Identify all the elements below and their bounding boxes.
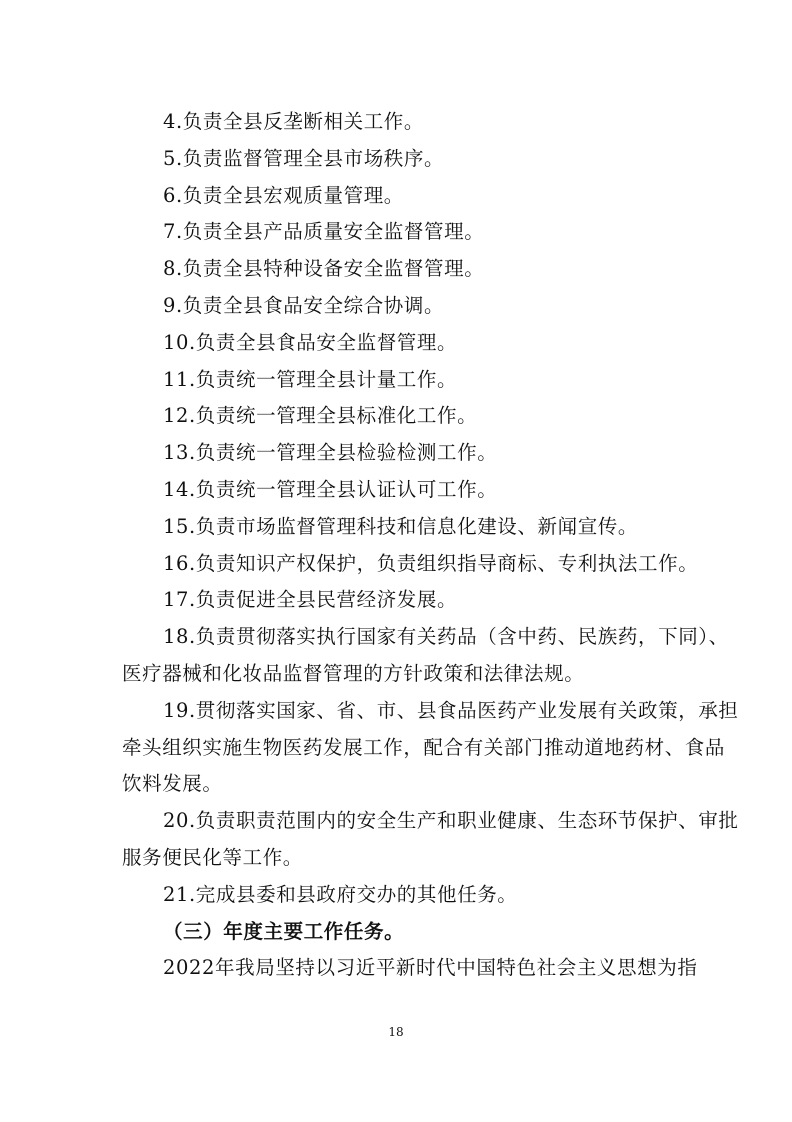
paragraph-item-4: 4.负责全县反垄断相关工作。 [163, 110, 425, 133]
paragraph-item-21: 21.完成县委和县政府交办的其他任务。 [163, 882, 518, 906]
paragraph-item-20: 20.负责职责范围内的安全生产和职业健康、生态环节保护、审批服务便民化等工作。 [122, 809, 739, 869]
page-body [122, 104, 742, 987]
paragraph-item-10: 10.负责全县食品安全监督管理。 [163, 330, 458, 354]
paragraph-item-16: 16.负责知识产权保护，负责组织指导商标、专利执法工作。 [163, 551, 699, 575]
paragraph-item-13: 13.负责统一管理全县检验检测工作。 [163, 441, 498, 465]
paragraph-item-19: 19.贯彻落实国家、省、市、县食品医药产业发展有关政策，承担牵头组织实施生物医药发展工作，配合有关部门推动道地药材、食品饮料发展。 [122, 698, 739, 796]
page-number: 18 [388, 1025, 404, 1039]
paragraph-item-8: 8.负责全县特种设备安全监督管理。 [163, 257, 485, 281]
paragraph-item-11: 11.负责统一管理全县计量工作。 [163, 367, 458, 391]
paragraph-item-7: 7.负责全县产品质量安全监督管理。 [163, 220, 485, 244]
paragraph-item-18: 18.负责贯彻落实执行国家有关药品（含中药、民族药，下同）、医疗器械和化妆品监督管理的方针政策和法律法规。 [122, 625, 729, 685]
paragraph-item-12: 12.负责统一管理全县标准化工作。 [163, 404, 478, 428]
closing-paragraph: 2022年我局坚持以习近平新时代中国特色社会主义思想为指 [163, 956, 698, 980]
paragraph-item-5: 5.负责监督管理全县市场秩序。 [163, 146, 445, 170]
section-heading: （三）年度主要工作任务。 [163, 919, 405, 943]
paragraph-item-9: 9.负责全县食品安全综合协调。 [163, 293, 445, 317]
paragraph-item-6: 6.负责全县宏观质量管理。 [163, 183, 404, 207]
paragraph-item-15: 15.负责市场监督管理科技和信息化建设、新闻宣传。 [163, 514, 639, 538]
paragraph-item-14: 14.负责统一管理全县认证认可工作。 [163, 477, 498, 501]
paragraph-item-17: 17.负责促进全县民营经济发展。 [163, 588, 458, 612]
